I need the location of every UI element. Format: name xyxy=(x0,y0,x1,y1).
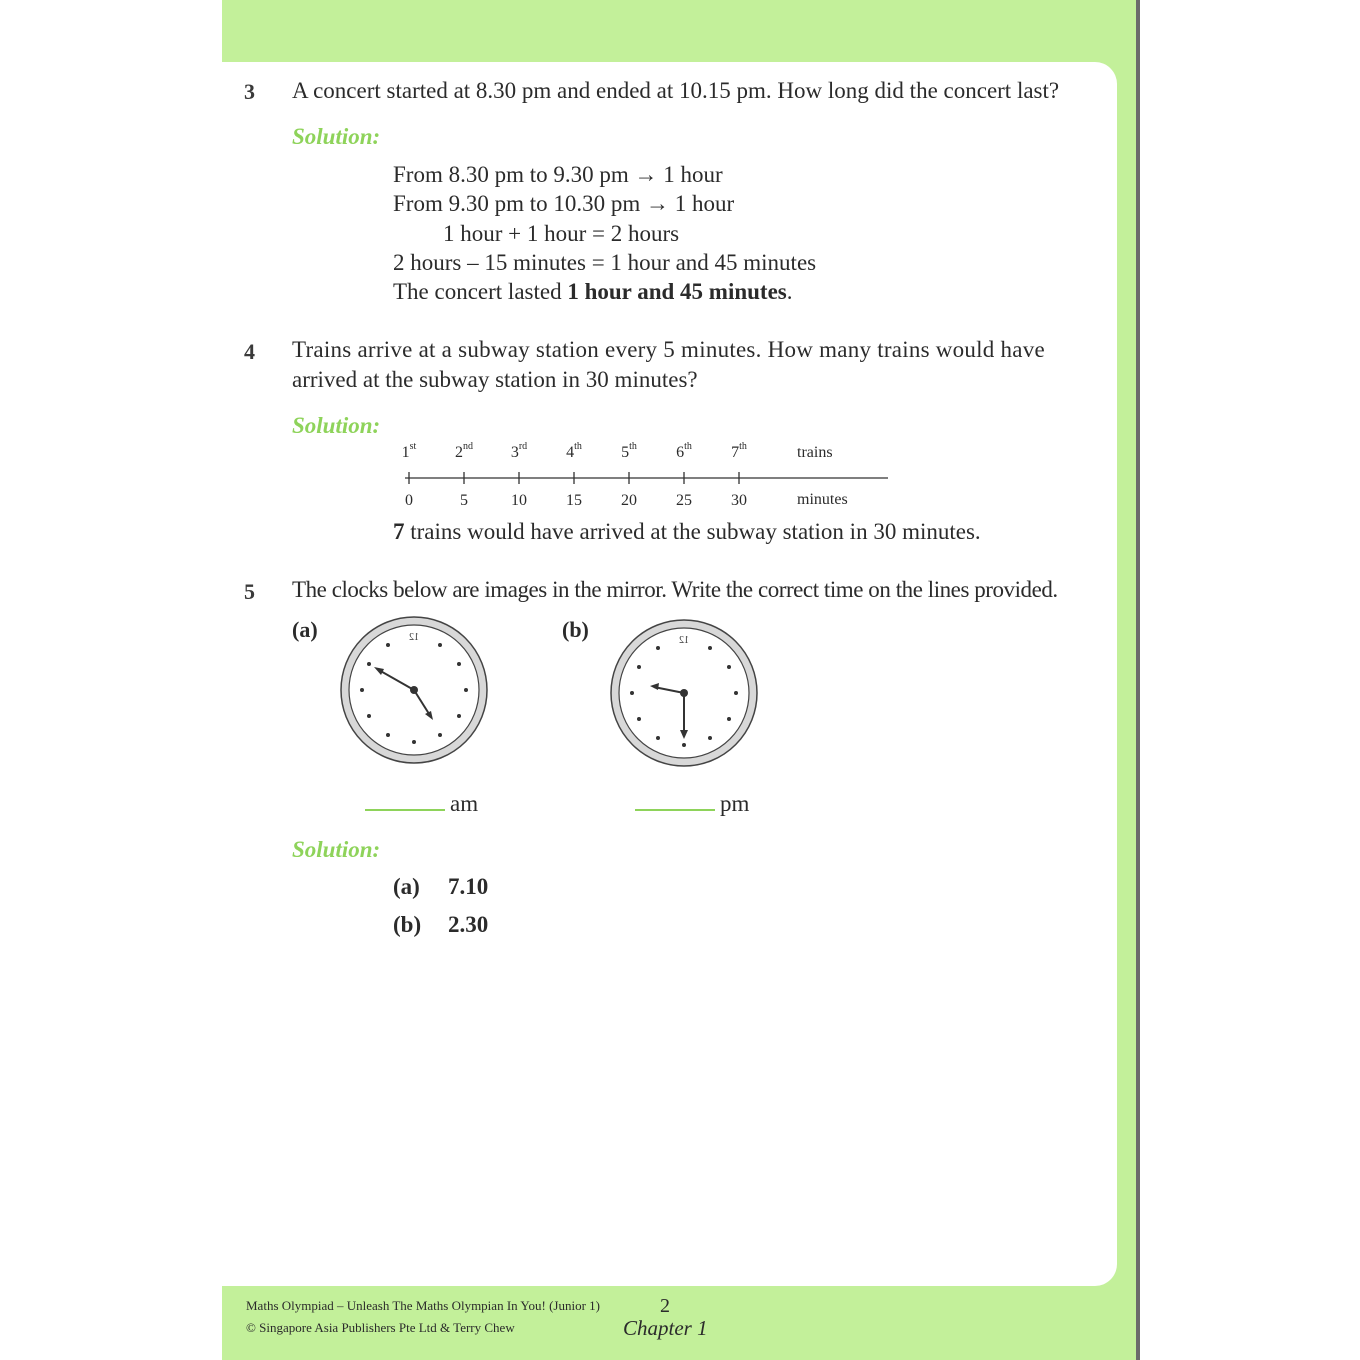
page-edge xyxy=(1136,0,1140,1360)
question-3-text: A concert started at 8.30 pm and ended at 10.15 pm. How long did the concert last? xyxy=(292,78,1060,103)
footer-book-title: Maths Olympiad – Unleash The Maths Olympian In You! (Junior 1) xyxy=(246,1298,600,1313)
q4-answer: 7 trains would have arrived at the subway station in 30 minutes. xyxy=(393,519,981,544)
train-label-1: 1st xyxy=(401,441,417,461)
question-3-solution-label: Solution: xyxy=(292,124,381,149)
question-4-text-line-1: Trains arrive at a subway station every 5 minutes. How many trains would have xyxy=(292,337,1045,362)
q3-step-2: From 9.30 pm to 10.30 pm → 1 hour xyxy=(393,191,735,216)
clock-b-mirrored-12: 12 xyxy=(679,635,689,646)
minute-label-10: 10 xyxy=(511,492,527,509)
clock-a-answer-blank[interactable] xyxy=(365,809,445,811)
number-line-axis xyxy=(400,470,892,490)
q3-answer: 1 hour and 45 minutes xyxy=(567,279,787,304)
train-label-6: 6th xyxy=(676,441,692,461)
minute-label-5: 5 xyxy=(460,492,468,509)
q3-conclusion: The concert lasted 1 hour and 45 minutes. xyxy=(393,279,793,304)
q5-answer-b-value: 2.30 xyxy=(448,912,489,937)
clock-a-mirrored-12: 12 xyxy=(409,632,419,643)
question-4-text-line-2: arrived at the subway station in 30 minutes? xyxy=(292,367,698,392)
q3-step-3: 1 hour + 1 hour = 2 hours xyxy=(443,221,680,246)
minute-label-30: 30 xyxy=(731,492,747,509)
clock-b-center xyxy=(680,689,688,697)
clock-a xyxy=(339,615,491,767)
question-5-number: 5 xyxy=(244,579,255,604)
question-4-solution-label: Solution: xyxy=(292,413,381,438)
q3-step-4: 2 hours – 15 minutes = 1 hour and 45 minutes xyxy=(393,250,817,275)
clock-b-label: (b) xyxy=(562,617,589,642)
question-5-solution-label: Solution: xyxy=(292,837,381,862)
clock-b xyxy=(609,618,761,770)
chapter-label: Chapter 1 xyxy=(623,1316,708,1340)
minute-label-0: 0 xyxy=(405,492,413,509)
train-label-2: 2nd xyxy=(455,441,473,461)
page-number: 2 xyxy=(660,1295,670,1317)
footer-copyright: © Singapore Asia Publishers Pte Ltd & Terry Chew xyxy=(246,1320,515,1335)
minute-label-15: 15 xyxy=(566,492,582,509)
train-label-4: 4th xyxy=(566,441,582,461)
q3-step-1: From 8.30 pm to 9.30 pm → 1 hour xyxy=(393,162,723,187)
clock-b-answer-blank[interactable] xyxy=(635,809,715,811)
question-5-text: The clocks below are images in the mirror. Write the correct time on the lines provided. xyxy=(292,577,1058,602)
minutes-axis-label: minutes xyxy=(797,491,848,508)
q5-answer-a-label: (a) xyxy=(393,874,420,899)
clock-b-suffix: pm xyxy=(720,791,750,816)
q5-answer-a-value: 7.10 xyxy=(448,874,489,899)
question-4-number: 4 xyxy=(244,339,255,364)
minute-label-20: 20 xyxy=(621,492,637,509)
clock-a-center xyxy=(410,686,418,694)
clock-a-label: (a) xyxy=(292,617,318,642)
clock-a-suffix: am xyxy=(450,791,479,816)
train-label-5: 5th xyxy=(621,441,637,461)
trains-axis-label: trains xyxy=(797,444,833,461)
train-label-3: 3rd xyxy=(510,441,528,461)
minute-label-25: 25 xyxy=(676,492,692,509)
question-3-number: 3 xyxy=(244,79,255,104)
q5-answer-b-label: (b) xyxy=(393,912,422,937)
train-label-7: 7th xyxy=(731,441,747,461)
